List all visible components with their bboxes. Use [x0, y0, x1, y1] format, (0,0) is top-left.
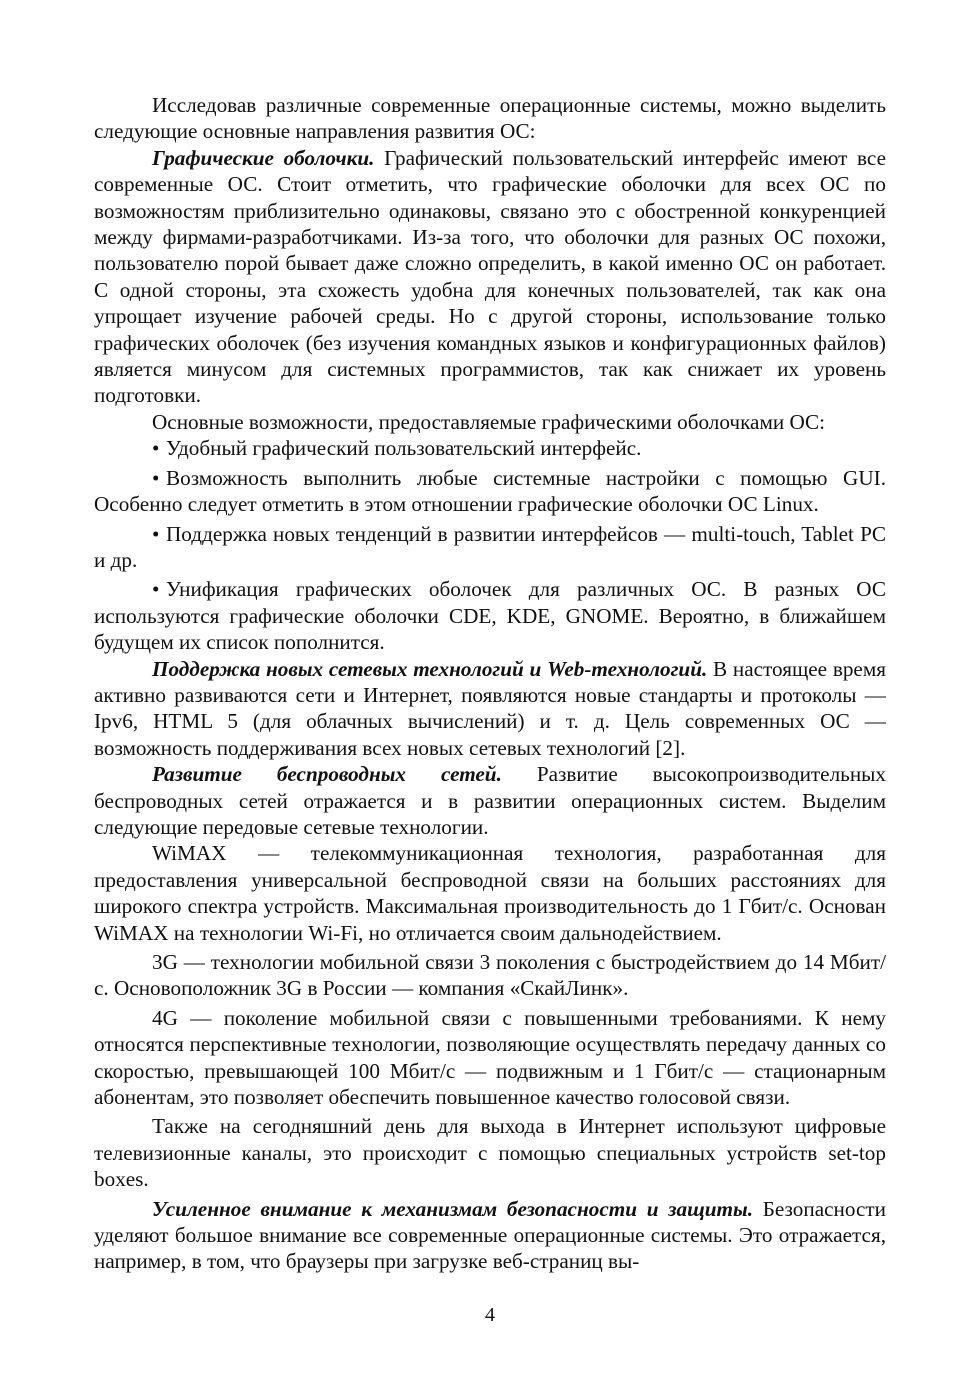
- bullet-item: [94, 465, 886, 518]
- web-heading: Поддержка новых сетевых технологий и Web-технологий.: [152, 656, 708, 681]
- gui-features-intro: Основные возможности, предоставляемые графическими оболочками ОС:: [152, 409, 826, 434]
- web-text: В настоящее время активно развиваются сети и Интернет, появляются новые стандарты и протоколы — Ipv6, HTML 5 (для облачных вычислений) и т. д. Цель современных ОС — возможность поддерживания всех новых сетевых технологий [2].: [94, 656, 886, 760]
- bullet-text: Унификация графических оболочек для различных ОС. В разных ОС используются графические оболочки CDE, KDE, GNOME. Вероятно, в ближайшем будущем их список пополнится.: [94, 577, 886, 655]
- security-text: Безопасности уделяют большое внимание все современные операционные системы. Это отражается, например, в том, что браузеры при загрузке веб-страниц вы-: [94, 1196, 887, 1274]
- bullet-item: [94, 576, 886, 655]
- bullet-icon: •: [152, 436, 160, 461]
- bullet-item: [94, 435, 886, 461]
- intro-paragraph: Исследовав различные современные операционные системы, можно выделить следующие основные направления развития ОС:: [94, 93, 886, 144]
- bullet-text: Возможность выполнить любые системные настройки с помощью GUI. Особенно следует отметить в этом отношении графические оболочки ОС Linux.: [94, 465, 886, 517]
- gui-text: Графический пользовательский интерфейс имеют все современные ОС. Стоит отметить, что графические оболочки для всех ОС по возможностям приблизительно одинаковы, связано это с обостренной конкуренцией между фирмами-разработчиками. Из-за того, что оболочки для разных ОС похожи, пользователю порой бывает даже сложно определить, в какой именно ОС он работает. С одной стороны, эта схожесть удобна для конечных пользователей, так как она упрощает изучение рабочей среды. Но с другой стороны, использование только графических оболочек (без изучения командных языков и конфигурационных файлов) является минусом для системных программистов, так как снижает их уровень подготовки.: [94, 145, 886, 408]
- 4g-paragraph: 4G — поколение мобильной связи с повышенными требованиями. К нему относятся перспективные технологии, позволяющие осуществлять передачу данных со скоростью, превышающей 100 Мбит/с — подвижным и 1 Гбит/с — стационарным абонентам, это позволяет обеспечить повышенное качество голосовой связи.: [94, 1005, 886, 1110]
- bullet-text: Поддержка новых тенденций в развитии интерфейсов — multi-touch, Tablet PC и др.: [94, 521, 886, 572]
- security-paragraph: [94, 1196, 886, 1275]
- bullet-icon: •: [152, 521, 160, 546]
- bullet-icon: •: [152, 577, 160, 602]
- gui-heading: Графические оболочки.: [152, 145, 375, 170]
- wireless-paragraph: [94, 761, 886, 840]
- web-paragraph: [94, 656, 886, 762]
- gui-paragraph: [94, 145, 886, 409]
- bullet-text: Удобный графический пользовательский интерфейс.: [166, 436, 642, 461]
- bullet-icon: •: [152, 465, 160, 490]
- document-page: [94, 92, 886, 1275]
- page-number: 4: [485, 1304, 495, 1326]
- wireless-text: Развитие высокопроизводительных беспроводных сетей отражается и в развитии операционных систем. Выделим следующие передовые сетевые технологии.: [94, 762, 886, 839]
- digital-tv-paragraph: Также на сегодняшний день для выхода в Интернет используют цифровые телевизионные каналы, это происходит с помощью специальных устройств set-top boxes.: [94, 1114, 886, 1192]
- bullet-item: [94, 521, 886, 574]
- 3g-paragraph: 3G — технологии мобильной связи 3 поколения с быстродействием до 14 Мбит/с. Основоположник 3G в России — компания «СкайЛинк».: [94, 950, 886, 1001]
- wimax-paragraph: WiMAX — телекоммуникационная технология, разработанная для предоставления универсальной беспроводной связи на больших расстояниях для широкого спектра устройств. Максимальная производительность до 1 Гбит/с. Основан WiMAX на технологии Wi-Fi, но отличается своим дальнодействием.: [94, 841, 886, 945]
- security-heading: Усиленное внимание к механизмам безопасности и защиты.: [152, 1196, 753, 1221]
- wireless-heading: Развитие беспроводных сетей.: [152, 762, 502, 787]
